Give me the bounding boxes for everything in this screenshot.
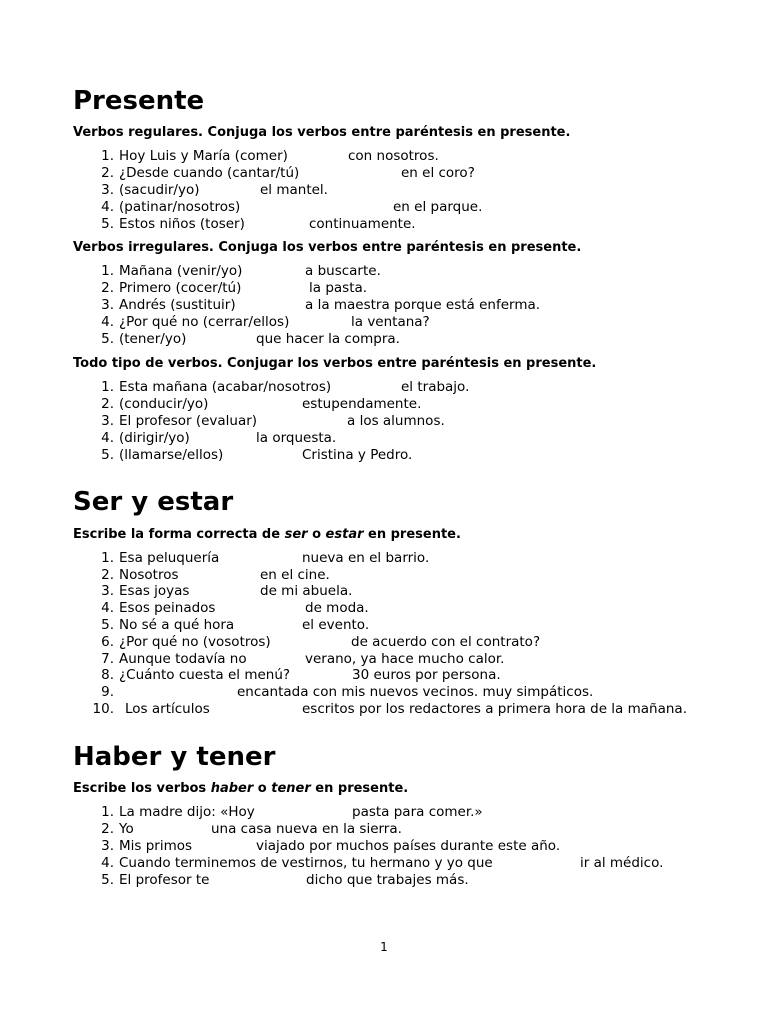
item-text-before-blank: Estos niños (toser) bbox=[119, 216, 245, 232]
item-text-before-blank: ¿Desde cuando (cantar/tú) bbox=[119, 165, 300, 181]
item-text-before-blank: ¿Por qué no (cerrar/ellos) bbox=[119, 314, 290, 330]
item-text-after-blank: con nosotros. bbox=[348, 148, 439, 164]
section-title-ser-y-estar: Ser y estar bbox=[73, 487, 234, 517]
item-number: 8. bbox=[101, 667, 114, 683]
item-text-after-blank: viajado por muchos países durante este año. bbox=[256, 838, 561, 854]
item-text-before-blank: Aunque todavía no bbox=[119, 651, 247, 667]
item-text-after-blank: en el parque. bbox=[393, 199, 483, 215]
item-text-after-blank: a la maestra porque está enferma. bbox=[305, 297, 541, 313]
item-text-before-blank: Esos peinados bbox=[119, 600, 216, 616]
instruction-text: en presente. bbox=[363, 527, 461, 542]
item-text-before-blank: (conducir/yo) bbox=[119, 396, 209, 412]
item-text-before-blank: Esa peluquería bbox=[119, 550, 220, 566]
instruction-emphasis: haber bbox=[210, 781, 254, 796]
instruction-todo-tipo: Todo tipo de verbos. Conjugar los verbos entre paréntesis en presente. bbox=[73, 356, 597, 371]
item-text-after-blank: la orquesta. bbox=[256, 430, 337, 446]
item-number: 3. bbox=[101, 838, 114, 854]
instruction-haber-tener bbox=[73, 781, 408, 797]
item-number: 2. bbox=[101, 280, 114, 296]
item-number: 5. bbox=[101, 447, 114, 463]
item-number: 2. bbox=[101, 567, 114, 583]
item-text-after-blank: ir al médico. bbox=[580, 855, 664, 871]
item-text-after-blank: pasta para comer.» bbox=[352, 804, 483, 820]
item-text-before-blank: Esas joyas bbox=[119, 583, 190, 599]
item-text-after-blank: el trabajo. bbox=[401, 379, 470, 395]
item-text-before-blank: (llamarse/ellos) bbox=[119, 447, 224, 463]
item-text-after-blank: la pasta. bbox=[309, 280, 368, 296]
instruction-emphasis: ser bbox=[284, 527, 308, 542]
item-number: 2. bbox=[101, 396, 114, 412]
item-text-before-blank: (patinar/nosotros) bbox=[119, 199, 241, 215]
item-number: 5. bbox=[101, 216, 114, 232]
instruction-text: o bbox=[307, 527, 326, 542]
item-number: 9. bbox=[101, 684, 114, 700]
item-text-before-blank: La madre dijo: «Hoy bbox=[119, 804, 255, 820]
item-text-after-blank: la ventana? bbox=[351, 314, 430, 330]
section-title-haber-y-tener: Haber y tener bbox=[73, 742, 276, 772]
item-text-before-blank: Hoy Luis y María (comer) bbox=[119, 148, 288, 164]
item-number: 1. bbox=[101, 379, 114, 395]
item-text-before-blank: Cuando terminemos de vestirnos, tu hermano y yo que bbox=[119, 855, 493, 871]
item-text-before-blank: (dirigir/yo) bbox=[119, 430, 190, 446]
item-text-before-blank: Andrés (sustituir) bbox=[119, 297, 236, 313]
item-number: 1. bbox=[101, 148, 114, 164]
item-text-after-blank: que hacer la compra. bbox=[256, 331, 400, 347]
instruction-text: Escribe los verbos bbox=[73, 781, 211, 796]
item-text-before-blank: Yo bbox=[119, 821, 134, 837]
item-text-after-blank: el mantel. bbox=[260, 182, 328, 198]
item-text-before-blank: No sé a qué hora bbox=[119, 617, 235, 633]
item-number: 3. bbox=[101, 413, 114, 429]
item-number: 6. bbox=[101, 634, 114, 650]
item-text-after-blank: de mi abuela. bbox=[260, 583, 353, 599]
instruction-text: Escribe la forma correcta de bbox=[73, 527, 285, 542]
instruction-text: en presente. bbox=[310, 781, 409, 796]
item-number: 2. bbox=[101, 821, 114, 837]
item-text-before-blank: Los artículos bbox=[125, 701, 210, 717]
item-text-before-blank: Mis primos bbox=[119, 838, 193, 854]
item-text-before-blank: Esta mañana (acabar/nosotros) bbox=[119, 379, 332, 395]
item-number: 2. bbox=[101, 165, 114, 181]
item-text-after-blank: estupendamente. bbox=[302, 396, 422, 412]
item-number: 4. bbox=[101, 199, 114, 215]
item-text-before-blank: (tener/yo) bbox=[119, 331, 187, 347]
item-text-after-blank: verano, ya hace mucho calor. bbox=[305, 651, 505, 667]
item-text-before-blank: Mañana (venir/yo) bbox=[119, 263, 243, 279]
item-text-before-blank: El profesor (evaluar) bbox=[119, 413, 258, 429]
item-number: 7. bbox=[101, 651, 114, 667]
section-title-presente: Presente bbox=[73, 86, 205, 116]
item-number: 4. bbox=[101, 855, 114, 871]
item-text-after-blank: nueva en el barrio. bbox=[302, 550, 430, 566]
item-number: 3. bbox=[101, 583, 114, 599]
item-number: 5. bbox=[101, 617, 114, 633]
instruction-text: o bbox=[253, 781, 272, 796]
item-number: 10. bbox=[92, 701, 114, 717]
item-text-after-blank: en el cine. bbox=[260, 567, 330, 583]
instruction-ser-estar bbox=[73, 527, 461, 543]
item-text-before-blank: ¿Por qué no (vosotros) bbox=[119, 634, 271, 650]
instruction-emphasis: tener bbox=[271, 781, 311, 796]
item-number: 1. bbox=[101, 550, 114, 566]
item-number: 3. bbox=[101, 297, 114, 313]
item-number: 1. bbox=[101, 804, 114, 820]
instruction-regulares: Verbos regulares. Conjuga los verbos entre paréntesis en presente. bbox=[73, 125, 571, 140]
item-text-after-blank: encantada con mis nuevos vecinos. muy simpáticos. bbox=[237, 684, 594, 700]
item-number: 5. bbox=[101, 331, 114, 347]
item-number: 4. bbox=[101, 314, 114, 330]
item-number: 4. bbox=[101, 600, 114, 616]
item-text-after-blank: a buscarte. bbox=[305, 263, 381, 279]
item-text-before-blank: (sacudir/yo) bbox=[119, 182, 200, 198]
item-text-after-blank: 30 euros por persona. bbox=[352, 667, 501, 683]
item-text-after-blank: continuamente. bbox=[309, 216, 416, 232]
item-text-after-blank: dicho que trabajes más. bbox=[306, 872, 469, 888]
item-text-after-blank: de acuerdo con el contrato? bbox=[351, 634, 541, 650]
item-text-after-blank: una casa nueva en la sierra. bbox=[211, 821, 402, 837]
item-text-before-blank: El profesor te bbox=[119, 872, 210, 888]
item-number: 4. bbox=[101, 430, 114, 446]
instruction-irregulares: Verbos irregulares. Conjuga los verbos entre paréntesis en presente. bbox=[73, 240, 582, 255]
item-text-after-blank: el evento. bbox=[302, 617, 370, 633]
item-text-before-blank: ¿Cuánto cuesta el menú? bbox=[119, 667, 291, 683]
item-text-after-blank: a los alumnos. bbox=[347, 413, 445, 429]
item-text-after-blank: en el coro? bbox=[401, 165, 475, 181]
item-text-after-blank: Cristina y Pedro. bbox=[302, 447, 413, 463]
instruction-emphasis: estar bbox=[325, 527, 364, 542]
item-number: 3. bbox=[101, 182, 114, 198]
item-text-after-blank: escritos por los redactores a primera hora de la mañana. bbox=[302, 701, 687, 717]
item-number: 5. bbox=[101, 872, 114, 888]
item-text-after-blank: de moda. bbox=[305, 600, 369, 616]
item-text-before-blank: Primero (cocer/tú) bbox=[119, 280, 242, 296]
item-number: 1. bbox=[101, 263, 114, 279]
page-number: 1 bbox=[380, 940, 388, 954]
item-text-before-blank: Nosotros bbox=[119, 567, 179, 583]
